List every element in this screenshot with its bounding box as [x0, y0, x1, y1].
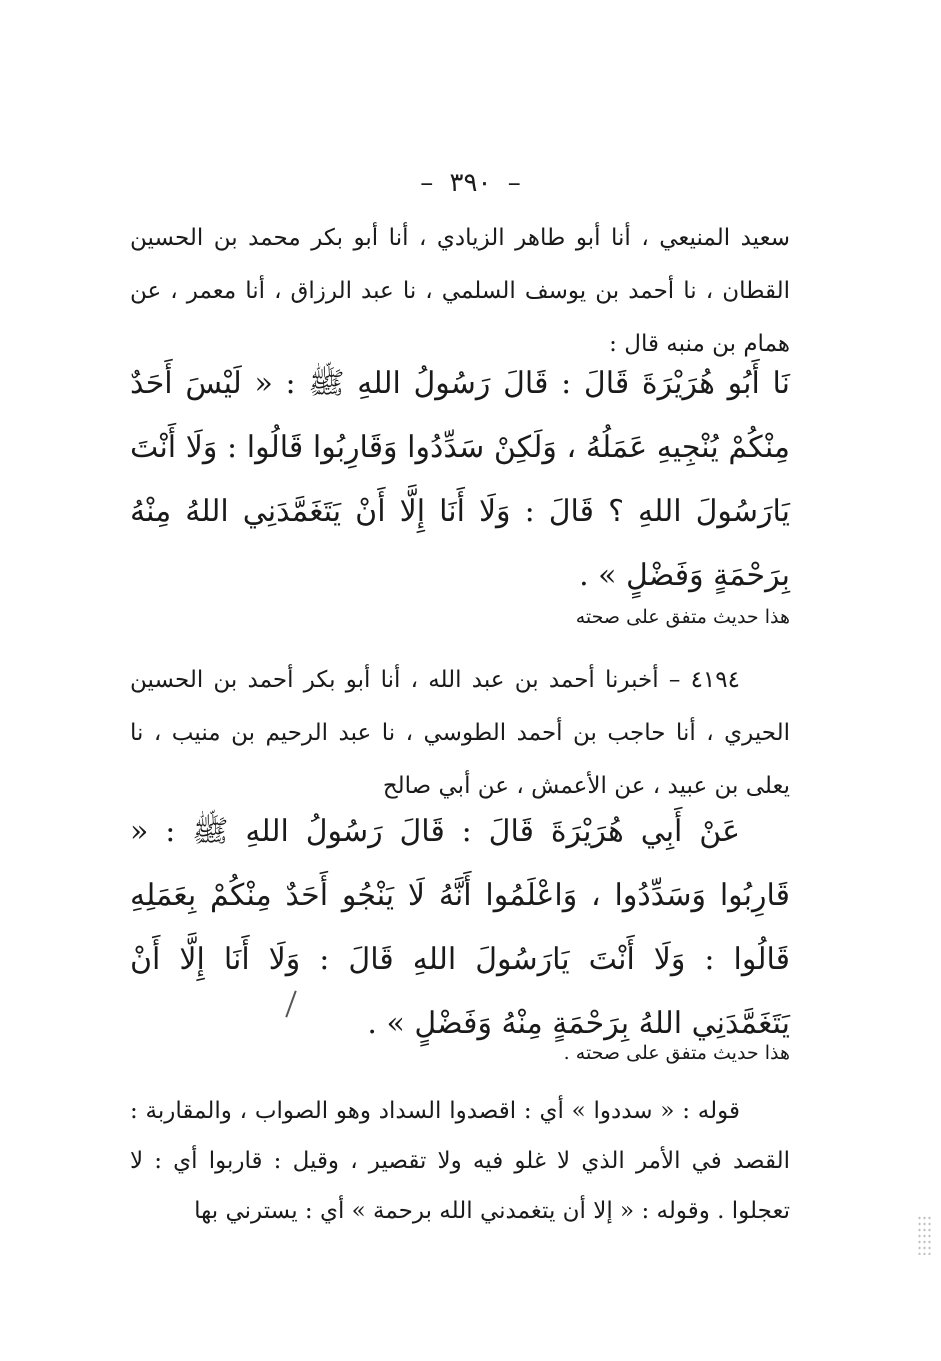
page-number: ٣٩٠ [449, 168, 492, 198]
page-number-dash-left: – [420, 168, 434, 198]
isnad-chain-2: ٤١٩٤ – أخبرنا أحمد بن عبد الله ، أنا أبو بكر أحمد بن الحسين الحيري ، أنا حاجب بن أحمد الطوسي ، نا عبد الرحيم بن منيب ، نا يعلى بن عبيد ، عن الأعمش ، عن أبي صالح [130, 667, 790, 799]
page-number-line [0, 168, 941, 198]
isnad-chain-1: سعيد المنيعي ، أنا أبو طاهر الزيادي ، أنا أبو بكر محمد بن الحسين القطان ، نا أحمد بن يوسف السلمي ، نا عبد الرزاق ، أنا معمر ، عن همام بن منبه قال : [130, 225, 790, 357]
hadith-text-2: عَنْ أَبِي هُرَيْرَةَ قَالَ : قَالَ رَسُولُ اللهِ ﷺ : « قَارِبُوا وَسَدِّدُوا ، وَاعْلَمُوا أَنَّهُ لَا يَنْجُو أَحَدٌ مِنْكُمْ بِعَمَلِهِ قَالُوا : وَلَا أَنْتَ يَارَسُولَ اللهِ قَالَ : وَلَا أَنَا إِلَّا أَنْ يَتَغَمَّدَنِي اللهُ بِرَحْمَةٍ مِنْهُ وَفَضْلٍ » . [130, 814, 790, 1041]
authenticity-note-1: هذا حديث متفق على صحته [575, 606, 790, 628]
scan-noise [917, 1215, 933, 1255]
authenticity-note-2: هذا حديث متفق على صحته . [563, 1042, 790, 1064]
page-number-dash-right: – [507, 168, 521, 198]
commentary-paragraph: قوله : « سددوا » أي : اقصدوا السداد وهو الصواب ، والمقاربة : القصد في الأمر الذي لا غلو فيه ولا تقصير ، وقيل : قاربوا أي : لا تعجلوا . وقوله : « إلا أن يتغمدني الله برحمة » أي : يسترني بها [130, 1098, 790, 1224]
hadith-text-1: نَا أَبُو هُرَيْرَةَ قَالَ : قَالَ رَسُولُ اللهِ ﷺ : « لَيْسَ أَحَدٌ مِنْكُمْ يُنْجِيهِ عَمَلُهُ ، وَلَكِنْ سَدِّدُوا وَقَارِبُوا قَالُوا : وَلَا أَنْتَ يَارَسُولَ اللهِ ؟ قَالَ : وَلَا أَنَا إِلَّا أَنْ يَتَغَمَّدَنِي اللهُ مِنْهُ بِرَحْمَةٍ وَفَضْلٍ » . [130, 366, 790, 593]
